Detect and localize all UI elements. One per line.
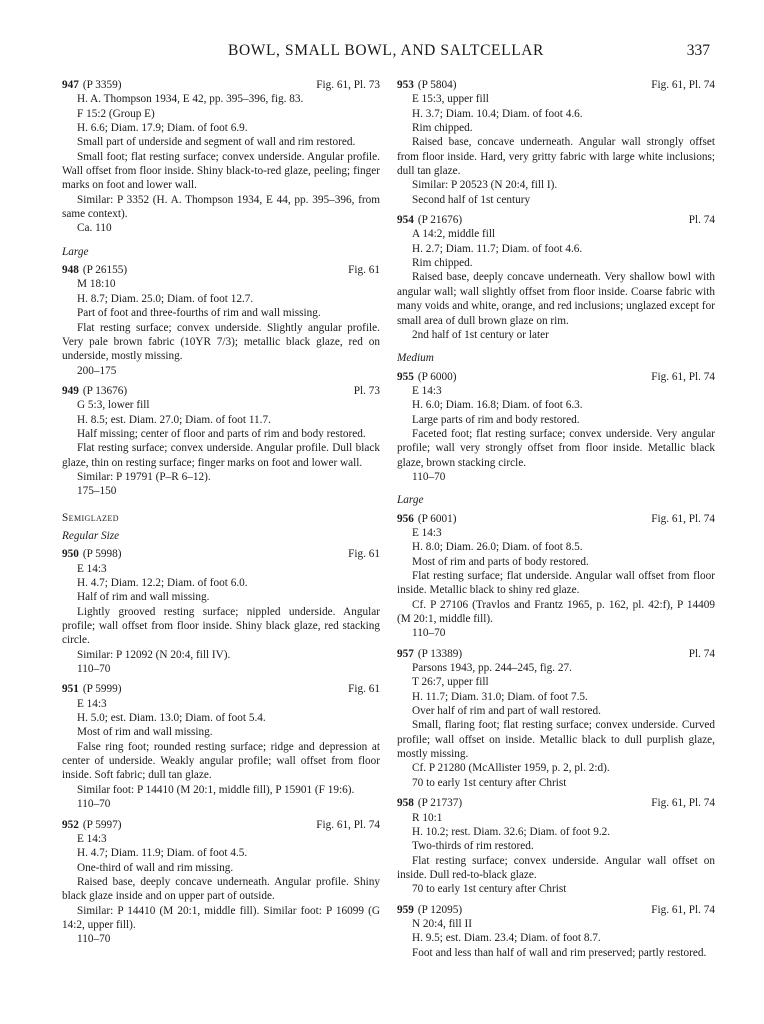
entry-number: 958	[397, 797, 414, 810]
entry-number: 950	[62, 548, 79, 561]
entry-head	[397, 213, 715, 227]
catalog-entry	[62, 384, 380, 499]
entry-paragraph: Ca. 110	[77, 222, 112, 235]
figure-reference: Fig. 61, Pl. 74	[651, 797, 715, 810]
entry-id	[62, 818, 122, 832]
entry-number: 956	[397, 512, 414, 525]
entry-paragraph: Cf. P 27106 (Travlos and Frantz 1965, p. 162, pl. 42:f), P 14409 (M 20:1, middle fill).	[397, 598, 715, 626]
inventory-number: (P 13389)	[417, 647, 463, 660]
right-column	[397, 78, 715, 966]
entry-number: 947	[62, 79, 79, 91]
inventory-number: (P 5804)	[417, 79, 457, 91]
entry-paragraph: Similar: P 20523 (N 20:4, fill I).	[412, 179, 558, 192]
entry-number: 959	[397, 903, 414, 916]
entry-paragraph: Similar: P 12092 (N 20:4, fill IV).	[77, 648, 231, 661]
entry-number: 948	[62, 264, 79, 277]
entry-detail: H. 8.5; est. Diam. 27.0; Diam. of foot 11.7.	[77, 413, 271, 426]
entry-detail: Two-thirds of rim restored.	[412, 840, 534, 853]
figure-reference: Fig. 61	[348, 683, 380, 696]
inventory-number: (P 5999)	[82, 683, 122, 696]
inventory-number: (P 12095)	[417, 903, 463, 916]
figure-reference: Pl. 73	[353, 384, 380, 397]
entry-paragraph: 200–175	[77, 364, 117, 377]
entry-paragraph: Raised base, deeply concave underneath. Very shallow bowl with angular wall; wall slightly offset from floor inside. Coarse fabric with many voids and white, orange, and red inclusions; unglazed except for small area of dull brown glaze on rim.	[397, 271, 715, 327]
entry-detail: H. 8.0; Diam. 26.0; Diam. of foot 8.5.	[412, 541, 583, 554]
catalog-entry	[62, 263, 380, 378]
entry-head	[62, 547, 380, 561]
catalog-entry	[62, 682, 380, 811]
entry-number: 954	[397, 214, 414, 227]
entry-detail: H. 9.5; est. Diam. 23.4; Diam. of foot 8.7.	[412, 932, 601, 945]
entry-detail: N 20:4, fill II	[412, 917, 472, 930]
entry-id	[397, 796, 462, 810]
inventory-number: (P 5998)	[82, 548, 122, 561]
entry-paragraph: Similar: P 19791 (P–R 6–12).	[77, 470, 211, 483]
entry-head	[397, 647, 715, 661]
figure-reference: Fig. 61, Pl. 74	[316, 818, 380, 831]
entry-paragraph: Flat resting surface; convex underside. Angular profile. Dull black glaze, thin on resting surface; finger marks on foot and lower wall.	[62, 442, 380, 469]
entry-head	[62, 78, 380, 92]
entry-id	[62, 547, 122, 561]
page-number: 337	[686, 42, 710, 59]
catalog-entry	[397, 647, 715, 790]
entry-id	[62, 78, 122, 92]
entry-paragraph: Lightly grooved resting surface; nippled underside. Angular profile; wall offset from floor inside. Shiny black glaze, red stacking circle.	[62, 605, 380, 647]
figure-reference: Fig. 61	[348, 264, 380, 277]
figure-reference: Fig. 61	[348, 548, 380, 561]
entry-detail: E 14:3	[412, 526, 442, 539]
figure-reference: Fig. 61, Pl. 74	[651, 512, 715, 525]
entry-id	[62, 263, 127, 277]
entry-detail: E 14:3	[412, 384, 442, 397]
entry-detail: H. 6.6; Diam. 17.9; Diam. of foot 6.9.	[77, 122, 248, 135]
catalog-entry	[397, 213, 715, 342]
entry-paragraph: Faceted foot; flat resting surface; convex underside. Very angular profile; wall very strongly offset from floor inside. Metallic black glaze, brown stacking circle.	[397, 427, 715, 469]
entry-paragraph: 110–70	[412, 627, 446, 640]
catalog-entry	[397, 78, 715, 207]
entry-paragraph: 2nd half of 1st century or later	[412, 328, 549, 341]
entry-paragraph: 175–150	[77, 485, 117, 498]
entry-paragraph: 110–70	[77, 798, 111, 811]
figure-reference: Pl. 74	[688, 647, 715, 660]
catalog-entry	[62, 547, 380, 676]
entry-number: 951	[62, 683, 79, 696]
entry-paragraph: Most of rim and wall missing.	[77, 726, 213, 739]
inventory-number: (P 6001)	[417, 512, 457, 525]
catalog-entry	[397, 903, 715, 960]
entry-detail: F 15:2 (Group E)	[77, 107, 155, 120]
section-heading: Large	[62, 245, 89, 258]
figure-reference: Fig. 61, Pl. 74	[651, 903, 715, 916]
catalog-entry	[62, 78, 380, 236]
figure-reference: Fig. 61, Pl. 74	[651, 370, 715, 383]
entry-paragraph: Half missing; center of floor and parts of rim and body restored.	[77, 427, 366, 440]
entry-head	[62, 682, 380, 696]
entry-paragraph: 110–70	[77, 663, 111, 676]
entry-detail: H. 2.7; Diam. 11.7; Diam. of foot 4.6.	[412, 242, 583, 255]
entry-paragraph: Most of rim and parts of body restored.	[412, 555, 589, 568]
entry-detail: H. 11.7; Diam. 31.0; Diam. of foot 7.5.	[412, 690, 588, 703]
entry-head	[62, 384, 380, 398]
entry-paragraph: Similar foot: P 14410 (M 20:1, middle fill), P 15901 (F 19:6).	[77, 783, 355, 796]
entry-paragraph: 70 to early 1st century after Christ	[412, 776, 567, 789]
entry-paragraph: Foot and less than half of wall and rim preserved; partly restored.	[412, 946, 707, 959]
section-heading: Medium	[397, 352, 434, 365]
entry-paragraph: Cf. P 21280 (McAllister 1959, p. 2, pl. 2:d).	[412, 762, 610, 775]
entry-id	[397, 647, 462, 661]
entry-head	[397, 796, 715, 810]
running-title: BOWL, SMALL BOWL, AND SALTCELLAR	[228, 42, 544, 59]
catalog-entry	[62, 818, 380, 947]
entry-paragraph: Flat resting surface; convex underside. Angular wall offset on inside. Dull red-to-black glaze.	[397, 854, 715, 881]
inventory-number: (P 21676)	[417, 214, 463, 227]
entry-detail: E 14:3	[77, 832, 107, 845]
section-heading: Semiglazed	[62, 511, 119, 524]
inventory-number: (P 13676)	[82, 384, 128, 397]
entry-number: 949	[62, 384, 79, 397]
entry-paragraph: 110–70	[412, 470, 446, 483]
entry-detail: H. 4.7; Diam. 11.9; Diam. of foot 4.5.	[77, 847, 248, 860]
left-column	[62, 78, 380, 953]
entry-paragraph: Flat resting surface; convex underside. Slightly angular profile. Very pale brown fabric (10YR 7/3); metallic black glaze, red on underside, mostly missing.	[62, 321, 380, 363]
entry-detail: G 5:3, lower fill	[77, 399, 150, 412]
entry-detail: H. 3.7; Diam. 10.4; Diam. of foot 4.6.	[412, 107, 583, 120]
inventory-number: (P 5997)	[82, 818, 122, 831]
section-heading: Large	[397, 494, 424, 507]
entry-detail: Parsons 1943, pp. 244–245, fig. 27.	[412, 662, 572, 675]
entry-detail: E 14:3	[77, 697, 107, 710]
inventory-number: (P 3359)	[82, 79, 122, 91]
subsection-heading: Regular Size	[62, 529, 120, 542]
entry-paragraph: Small, flaring foot; flat resting surface; convex underside. Curved profile; wall offset on inside. Metallic black to dull purplish glaze, mostly missing.	[397, 719, 715, 761]
catalog-entry	[397, 796, 715, 896]
entry-paragraph: Over half of rim and part of wall restored.	[412, 705, 601, 718]
entry-id	[397, 78, 457, 92]
figure-reference: Fig. 61, Pl. 73	[316, 79, 380, 91]
entry-id	[397, 370, 457, 384]
entry-paragraph: Similar: P 14410 (M 20:1, middle fill). Similar foot: P 16099 (G 14:2, upper fill).	[62, 904, 380, 931]
entry-paragraph: One-third of wall and rim missing.	[77, 861, 234, 874]
entry-paragraph: 70 to early 1st century after Christ	[412, 883, 567, 896]
entry-head	[62, 263, 380, 277]
entry-paragraph: Raised base, deeply concave underneath. Angular profile. Shiny black glaze inside and on upper part of outside.	[62, 875, 380, 903]
catalog-entry	[397, 370, 715, 485]
entry-paragraph: Large parts of rim and body restored.	[412, 413, 580, 426]
entry-detail: H. 6.0; Diam. 16.8; Diam. of foot 6.3.	[412, 399, 583, 412]
entry-id	[62, 384, 127, 398]
entry-id	[397, 512, 457, 526]
entry-detail: H. 5.0; est. Diam. 13.0; Diam. of foot 5.4.	[77, 712, 266, 725]
entry-paragraph: Second half of 1st century	[412, 193, 531, 206]
entry-id	[397, 903, 462, 917]
entry-head	[397, 370, 715, 384]
figure-reference: Pl. 74	[688, 214, 715, 227]
entry-paragraph: Similar: P 3352 (H. A. Thompson 1934, E 44, pp. 395–396, from same context).	[62, 193, 380, 221]
catalog-entry	[397, 512, 715, 641]
entry-detail: T 26:7, upper fill	[412, 676, 489, 689]
entry-paragraph: Half of rim and wall missing.	[77, 591, 210, 604]
entry-detail: Rim chipped.	[412, 257, 473, 270]
running-head	[62, 40, 710, 66]
entry-number: 953	[397, 79, 414, 91]
entry-paragraph: Small foot; flat resting surface; convex underside. Angular profile. Wall offset from floor inside. Shiny black-to-red glaze, peeling; finger marks on foot and lower wall.	[62, 150, 380, 192]
entry-detail: H. 8.7; Diam. 25.0; Diam. of foot 12.7.	[77, 292, 254, 305]
inventory-number: (P 6000)	[417, 370, 457, 383]
entry-paragraph: Small part of underside and segment of wall and rim restored.	[77, 136, 356, 149]
entry-id	[62, 682, 122, 696]
entry-detail: H. A. Thompson 1934, E 42, pp. 395–396, fig. 83.	[77, 93, 304, 106]
entry-detail: A 14:2, middle fill	[412, 228, 496, 241]
entry-head	[397, 78, 715, 92]
entry-detail: M 18:10	[77, 278, 116, 291]
entry-detail: R 10:1	[412, 811, 443, 824]
entry-number: 955	[397, 370, 414, 383]
entry-head	[397, 903, 715, 917]
entry-detail: H. 4.7; Diam. 12.2; Diam. of foot 6.0.	[77, 577, 248, 589]
inventory-number: (P 26155)	[82, 264, 128, 277]
entry-paragraph: 110–70	[77, 933, 111, 946]
entry-paragraph: False ring foot; rounded resting surface; ridge and depression at center of underside. Weakly angular profile; wall offset from floor inside. Soft fabric; dull tan glaze.	[62, 740, 380, 782]
entry-paragraph: Part of foot and three-fourths of rim and wall missing.	[77, 307, 321, 320]
entry-head	[397, 512, 715, 526]
entry-detail: E 14:3	[77, 562, 107, 575]
entry-detail: H. 10.2; rest. Diam. 32.6; Diam. of foot 9.2.	[412, 825, 611, 838]
inventory-number: (P 21737)	[417, 797, 463, 810]
entry-number: 957	[397, 647, 414, 660]
entry-number: 952	[62, 818, 79, 831]
entry-id	[397, 213, 462, 227]
entry-paragraph: Raised base, concave underneath. Angular wall strongly offset from floor inside. Hard, very gritty fabric with large white inclusions; dull tan glaze.	[397, 136, 715, 178]
entry-paragraph: Flat resting surface; flat underside. Angular wall offset from floor inside. Metallic black to shiny red glaze.	[397, 570, 715, 597]
entry-head	[62, 818, 380, 832]
entry-detail: E 15:3, upper fill	[412, 93, 489, 106]
figure-reference: Fig. 61, Pl. 74	[651, 79, 715, 91]
entry-detail: Rim chipped.	[412, 122, 473, 135]
